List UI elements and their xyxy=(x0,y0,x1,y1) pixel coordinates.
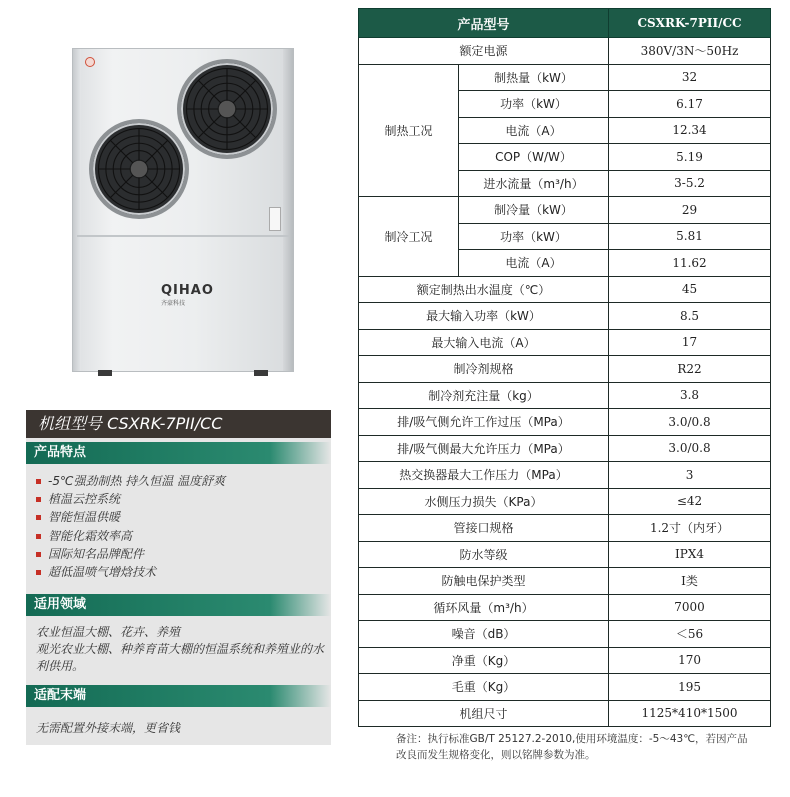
spec-value: R22 xyxy=(609,356,771,383)
nameplate-sticker xyxy=(269,207,281,231)
spec-value: 8.5 xyxy=(609,303,771,330)
spec-value: 1125*410*1500 xyxy=(609,700,771,727)
table-row xyxy=(359,197,771,224)
table-row xyxy=(359,674,771,701)
list-item: 超低温喷气增焓技术 xyxy=(34,563,225,581)
spec-label: 功率（kW） xyxy=(459,223,609,250)
table-row xyxy=(359,515,771,542)
spec-label: 功率（kW） xyxy=(459,91,609,118)
features-heading: 产品特点 xyxy=(26,442,331,464)
spec-label: 净重（Kg） xyxy=(359,647,609,674)
spec-value: 170 xyxy=(609,647,771,674)
spec-value: 32 xyxy=(609,64,771,91)
spec-value: ≤42 xyxy=(609,488,771,515)
spec-value: 5.19 xyxy=(609,144,771,171)
brand-logo xyxy=(161,283,214,307)
table-row xyxy=(359,38,771,65)
heat-pump-unit xyxy=(72,48,294,372)
spec-value: 17 xyxy=(609,329,771,356)
spec-label: 制热量（kW） xyxy=(459,64,609,91)
spec-value: 3.8 xyxy=(609,382,771,409)
spec-value: 11.62 xyxy=(609,250,771,277)
spec-value: 380V/3N～50Hz xyxy=(609,38,771,65)
info-panel xyxy=(26,438,331,745)
list-item: -5℃强劲制热 持久恒温 温度舒爽 xyxy=(34,472,225,490)
spec-label: 最大输入功率（kW） xyxy=(359,303,609,330)
list-item: 植温云控系统 xyxy=(34,490,225,508)
spec-value: 6.17 xyxy=(609,91,771,118)
spec-value: 195 xyxy=(609,674,771,701)
spec-value: IPX4 xyxy=(609,541,771,568)
spec-label: 额定制热出水温度（℃） xyxy=(359,276,609,303)
model-title-bar: 机组型号 CSXRK-7PII/CC xyxy=(26,410,331,438)
table-row xyxy=(359,621,771,648)
spec-table xyxy=(358,8,771,727)
group-cooling: 制冷工况 xyxy=(359,197,459,277)
table-row xyxy=(359,64,771,91)
terminal-heading: 适配末端 xyxy=(26,685,331,707)
spec-label: 排/吸气侧允许工作过压（MPa） xyxy=(359,409,609,436)
application-line: 农业恒温大棚、花卉、养殖 xyxy=(36,625,181,639)
spec-value: ＜56 xyxy=(609,621,771,648)
spec-value: 12.34 xyxy=(609,117,771,144)
spec-label: 额定电源 xyxy=(359,38,609,65)
list-item: 智能恒温供暖 xyxy=(34,508,225,526)
group-heating: 制热工况 xyxy=(359,64,459,197)
table-header-row xyxy=(359,9,771,38)
fan-icon xyxy=(89,119,189,219)
spec-value: 29 xyxy=(609,197,771,224)
spec-label: 水侧压力损失（KPa） xyxy=(359,488,609,515)
table-row xyxy=(359,568,771,595)
spec-label: 机组尺寸 xyxy=(359,700,609,727)
table-row xyxy=(359,276,771,303)
spec-label: 进水流量（m³/h） xyxy=(459,170,609,197)
spec-label: 电流（A） xyxy=(459,117,609,144)
application-text xyxy=(36,624,328,675)
unit-right-edge xyxy=(283,49,293,371)
application-line: 观光农业大棚、种养育苗大棚的恒温系统和养殖业的水利供用。 xyxy=(36,642,325,673)
spec-label: 管接口规格 xyxy=(359,515,609,542)
table-row xyxy=(359,303,771,330)
brand-logo-text: QIHAO xyxy=(161,283,214,298)
list-item: 智能化霜效率高 xyxy=(34,527,225,545)
features-list xyxy=(34,472,225,581)
table-row xyxy=(359,647,771,674)
table-row xyxy=(359,541,771,568)
header-label: 产品型号 xyxy=(359,9,609,38)
spec-label: 电流（A） xyxy=(459,250,609,277)
panel-seam xyxy=(77,235,289,237)
list-item: 国际知名品牌配件 xyxy=(34,545,225,563)
spec-value: I类 xyxy=(609,568,771,595)
spec-label: 噪音（dB） xyxy=(359,621,609,648)
spec-value: 5.81 xyxy=(609,223,771,250)
spec-value: 7000 xyxy=(609,594,771,621)
application-heading: 适用领域 xyxy=(26,594,331,616)
spec-label: 制冷剂规格 xyxy=(359,356,609,383)
table-row xyxy=(359,594,771,621)
spec-value: 3 xyxy=(609,462,771,489)
table-row xyxy=(359,356,771,383)
product-photo xyxy=(68,46,298,382)
table-row xyxy=(359,435,771,462)
spec-value: 3.0/0.8 xyxy=(609,435,771,462)
table-row xyxy=(359,382,771,409)
unit-foot xyxy=(254,370,268,376)
spec-label: 排/吸气侧最大允许压力（MPa） xyxy=(359,435,609,462)
spec-label: 制冷量（kW） xyxy=(459,197,609,224)
spec-value: 3.0/0.8 xyxy=(609,409,771,436)
unit-foot xyxy=(98,370,112,376)
unit-left-edge xyxy=(73,49,81,371)
table-row xyxy=(359,329,771,356)
spec-value: 3-5.2 xyxy=(609,170,771,197)
table-row xyxy=(359,409,771,436)
spec-label: 循环风量（m³/h） xyxy=(359,594,609,621)
table-row xyxy=(359,488,771,515)
terminal-text: 无需配置外接末端，更省钱 xyxy=(36,721,181,735)
spec-label: 毛重（Kg） xyxy=(359,674,609,701)
brand-badge-icon xyxy=(85,57,95,67)
fan-icon xyxy=(177,59,277,159)
spec-value: 45 xyxy=(609,276,771,303)
spec-label: 热交换器最大工作压力（MPa） xyxy=(359,462,609,489)
footnote: 备注：执行标准GB/T 25127.2-2010,使用环境温度：-5～43℃，若因产品改良而发生规格变化，则以铭牌参数为准。 xyxy=(396,733,748,761)
table-row xyxy=(359,462,771,489)
spec-value: 1.2寸（内牙） xyxy=(609,515,771,542)
spec-label: 最大输入电流（A） xyxy=(359,329,609,356)
spec-label: 制冷剂充注量（kg） xyxy=(359,382,609,409)
spec-label: 防触电保护类型 xyxy=(359,568,609,595)
spec-label: COP（W/W） xyxy=(459,144,609,171)
brand-logo-subtext: 齐豪科技 xyxy=(161,300,186,307)
table-row xyxy=(359,700,771,727)
header-value: CSXRK-7PII/CC xyxy=(609,9,771,38)
spec-label: 防水等级 xyxy=(359,541,609,568)
